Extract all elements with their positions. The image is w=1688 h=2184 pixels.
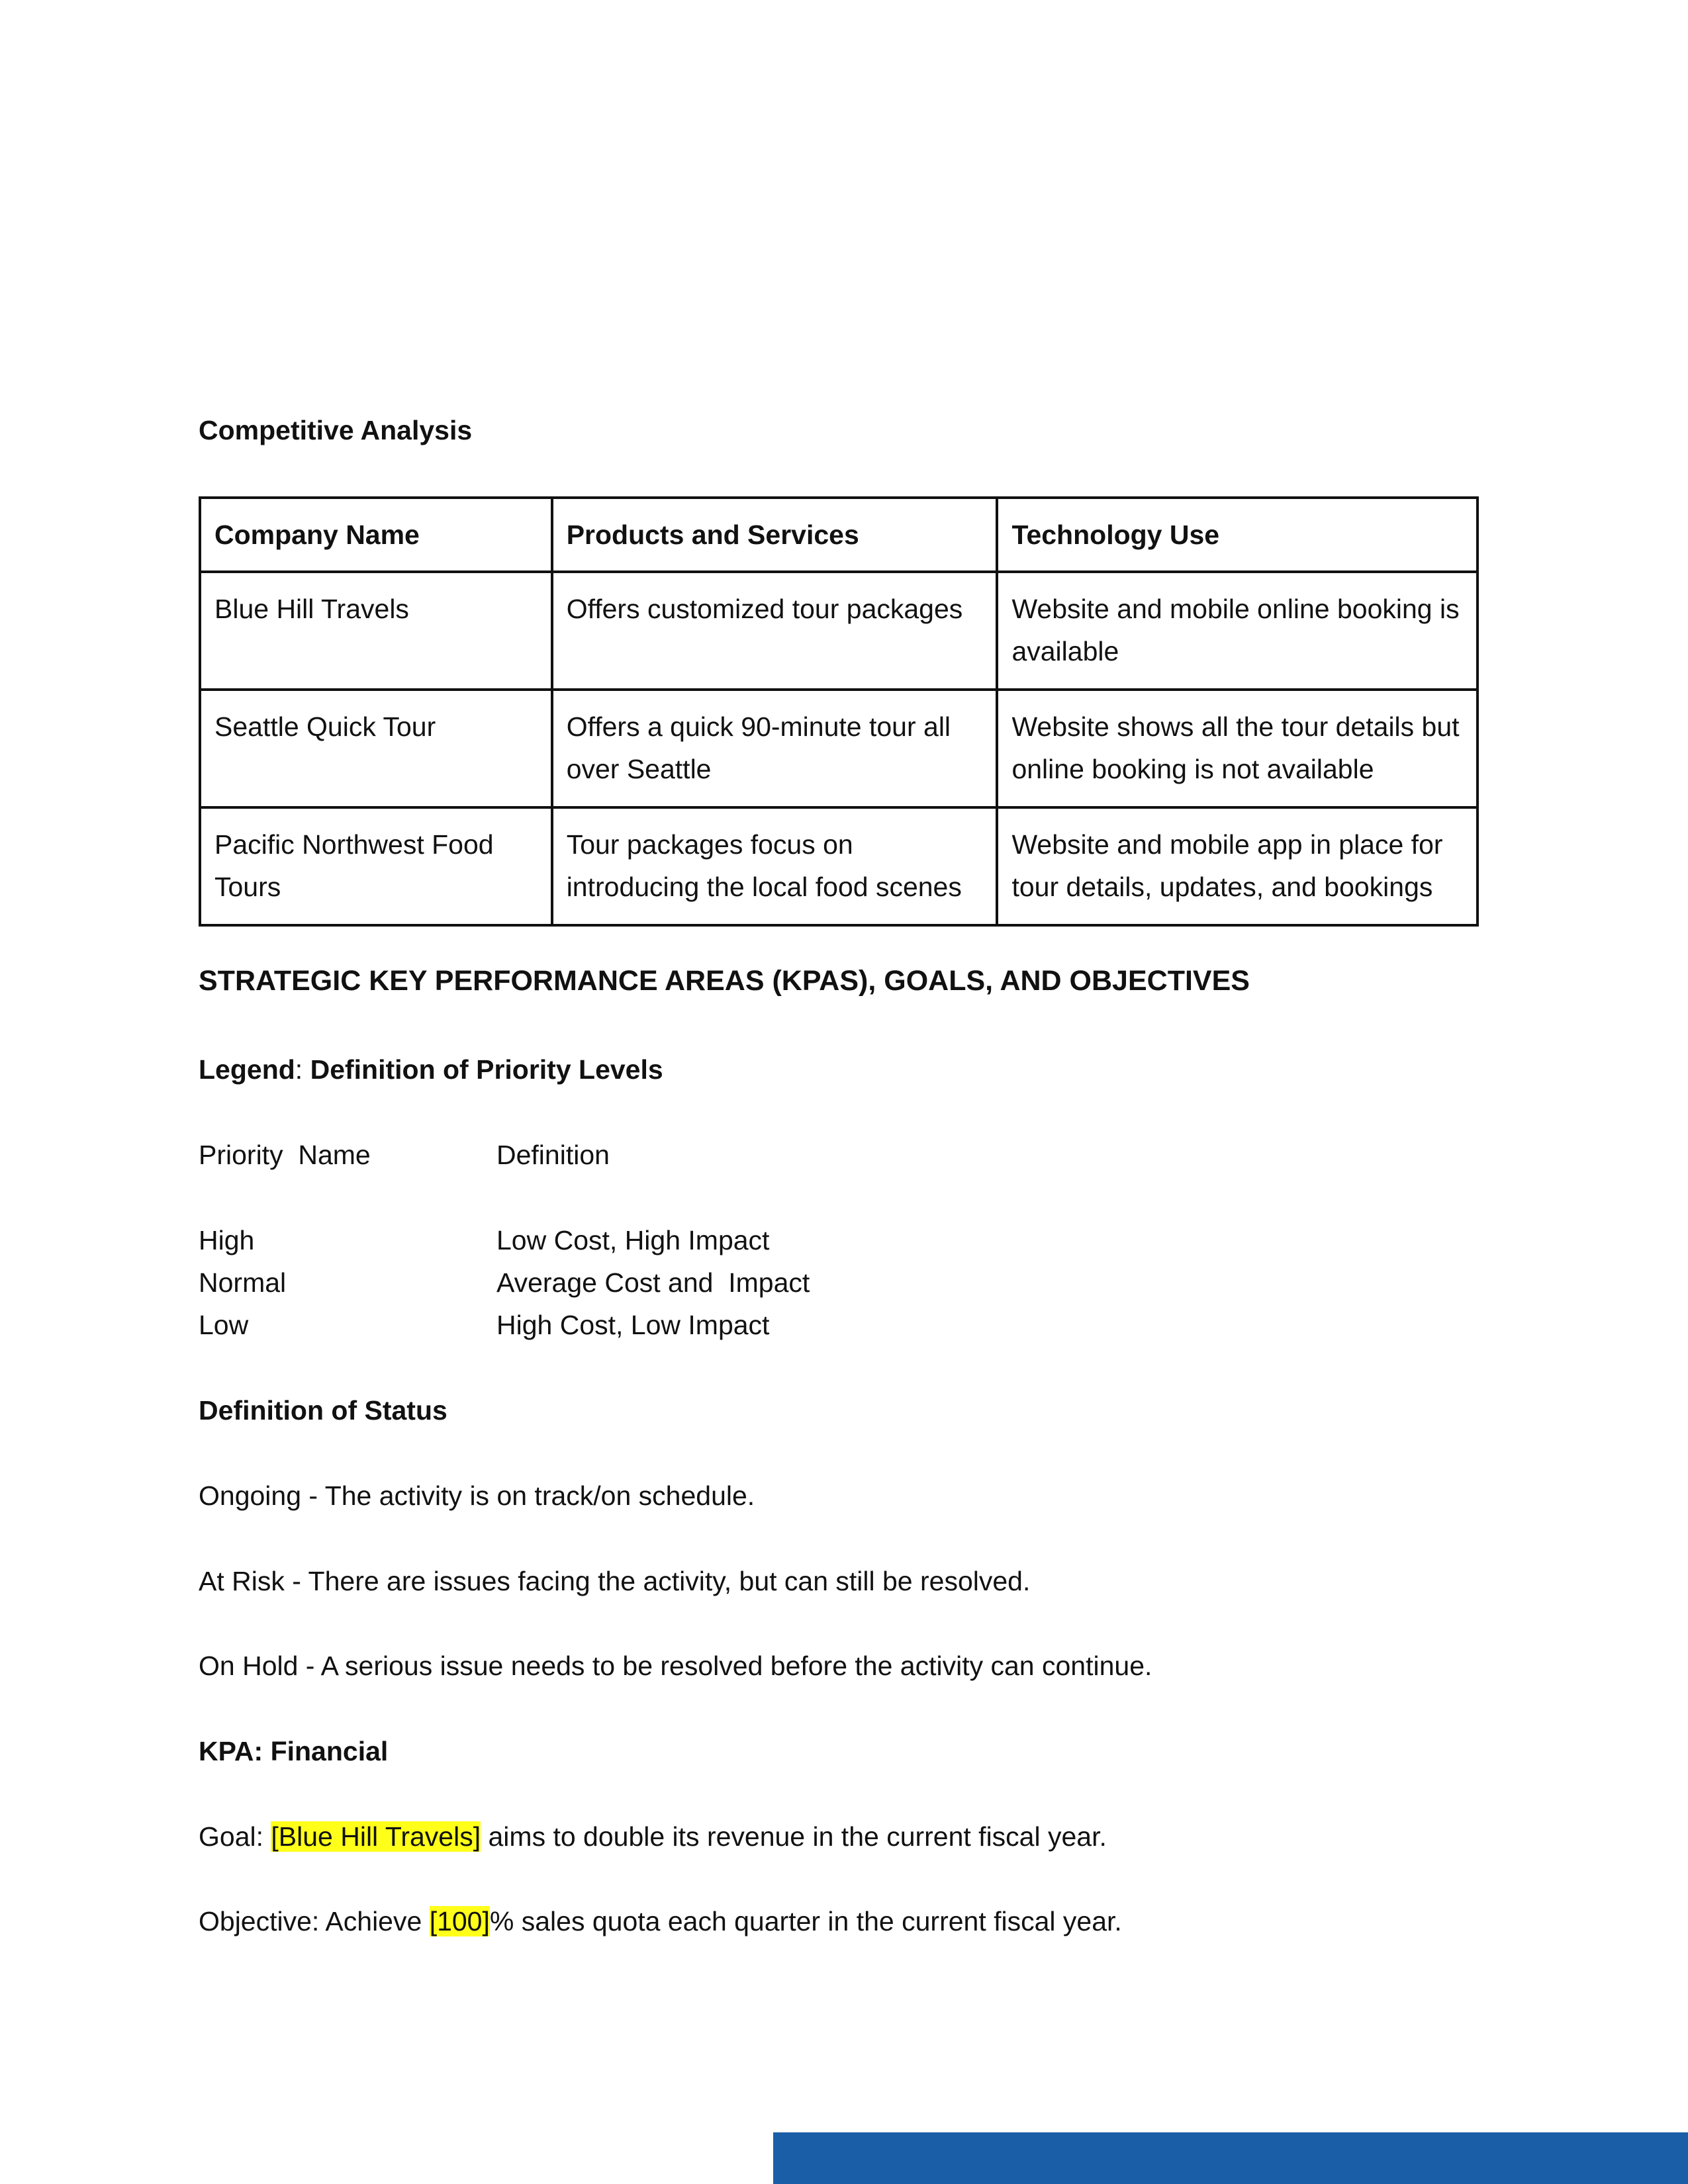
kpa-section-heading: STRATEGIC KEY PERFORMANCE AREAS (KPAS), GOALS, AND OBJECTIVES xyxy=(199,965,1250,997)
definition-column-header: Definition xyxy=(496,1140,610,1170)
kpa-financial-title: KPA: Financial xyxy=(199,1736,389,1766)
status-item-at-risk: At Risk - There are issues facing the activity, but can still be resolved. xyxy=(199,1566,1031,1596)
footer-accent-bar xyxy=(773,2132,1688,2184)
goal-highlight: [Blue Hill Travels] xyxy=(271,1821,481,1852)
competitive-analysis-title: Competitive Analysis xyxy=(199,415,473,445)
priority-level-name: High xyxy=(199,1225,255,1255)
table-cell: Offers a quick 90-minute tour all over Seattle xyxy=(552,690,998,807)
competitive-analysis-table xyxy=(199,496,1479,927)
table-header-row xyxy=(200,498,1477,572)
financial-goal xyxy=(199,1815,1107,1858)
legend-title: Definition of Priority Levels xyxy=(303,1054,663,1085)
table-cell: Website and mobile online booking is available xyxy=(997,572,1477,690)
table-cell: Tour packages focus on introducing the local food scenes xyxy=(552,807,998,925)
legend-heading xyxy=(199,1048,663,1091)
table-row xyxy=(200,807,1477,925)
goal-prefix: Goal: xyxy=(199,1821,271,1852)
objective-suffix: % sales quota each quarter in the current fiscal year. xyxy=(489,1906,1122,1936)
priority-level-definition: Average Cost and Impact xyxy=(496,1267,810,1298)
table-cell: Pacific Northwest Food Tours xyxy=(200,807,552,925)
goal-suffix: aims to double its revenue in the current fiscal year. xyxy=(481,1821,1107,1852)
table-row xyxy=(200,572,1477,690)
objective-prefix: Objective: Achieve xyxy=(199,1906,430,1936)
status-definition-title: Definition of Status xyxy=(199,1395,447,1426)
priority-level-definition: High Cost, Low Impact xyxy=(496,1310,770,1340)
status-item-on-hold: On Hold - A serious issue needs to be resolved before the activity can continue. xyxy=(199,1651,1152,1681)
priority-level-name: Low xyxy=(199,1310,249,1340)
header-products-services: Products and Services xyxy=(552,498,998,572)
table-cell: Website and mobile app in place for tour details, updates, and bookings xyxy=(997,807,1477,925)
header-technology-use: Technology Use xyxy=(997,498,1477,572)
priority-name-column-header: Priority Name xyxy=(199,1140,371,1170)
priority-level-name: Normal xyxy=(199,1267,287,1298)
table-row xyxy=(200,690,1477,807)
table-cell: Website shows all the tour details but online booking is not available xyxy=(997,690,1477,807)
table-cell: Offers customized tour packages xyxy=(552,572,998,690)
status-item-ongoing: Ongoing - The activity is on track/on schedule. xyxy=(199,1480,755,1511)
legend-colon: : xyxy=(295,1054,303,1085)
header-company-name: Company Name xyxy=(200,498,552,572)
financial-objective xyxy=(199,1900,1122,1942)
table-cell: Seattle Quick Tour xyxy=(200,690,552,807)
priority-level-definition: Low Cost, High Impact xyxy=(496,1225,770,1255)
legend-label: Legend xyxy=(199,1054,295,1085)
table-cell: Blue Hill Travels xyxy=(200,572,552,690)
objective-highlight: [100] xyxy=(429,1906,490,1936)
